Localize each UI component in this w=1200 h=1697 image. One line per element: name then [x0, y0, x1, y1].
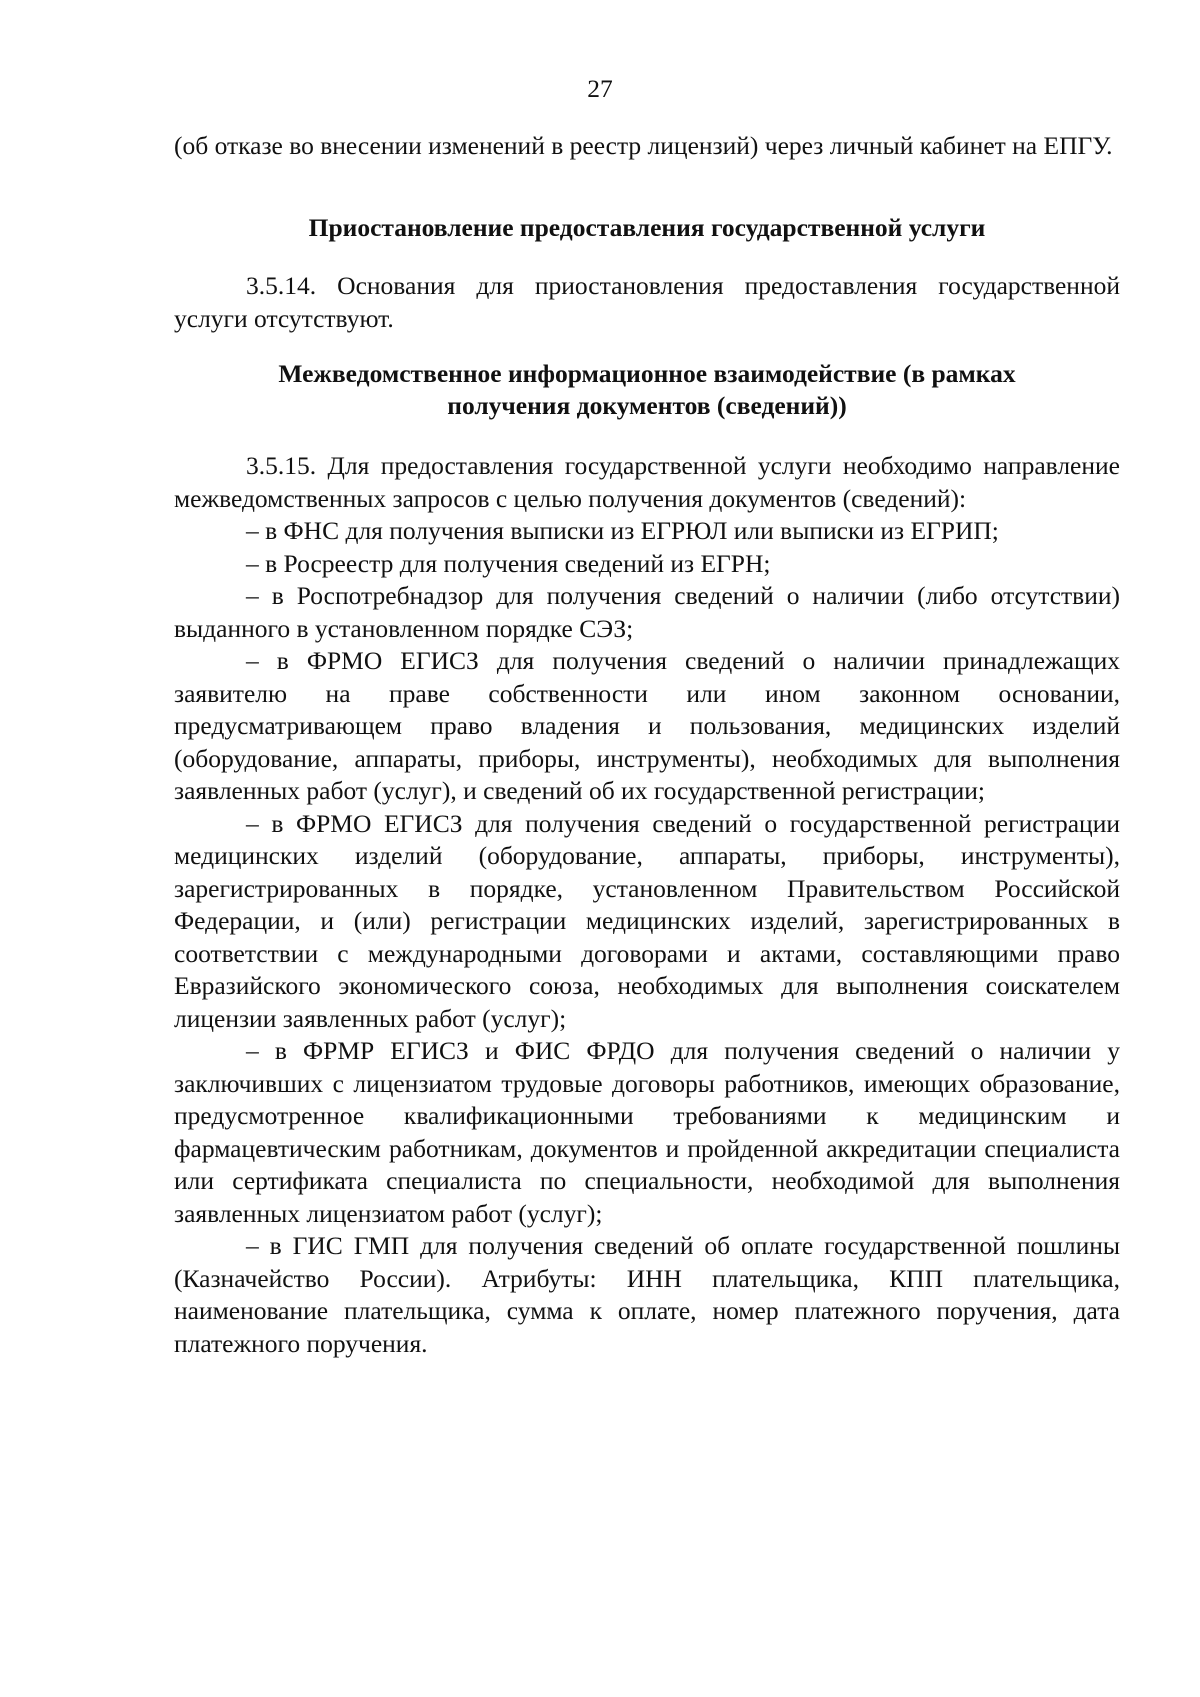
interagency-heading-line-1: Межведомственное информационное взаимодействие (в рамках [278, 359, 1016, 388]
page-number: 27 [587, 74, 613, 103]
intro-paragraph: (об отказе во внесении изменений в реестр лицензий) через личный кабинет на ЕПГУ. [174, 131, 1113, 160]
list-item: – в Роспотребнадзор для получения сведений о наличии (либо отсутствии) выданного в установленном порядке СЭЗ; [174, 581, 1120, 643]
suspension-heading: Приостановление предоставления государственной услуги [308, 213, 986, 242]
list-item: – в ФНС для получения выписки из ЕГРЮЛ или выписки из ЕГРИП; [246, 516, 999, 545]
list-item: – в ГИС ГМП для получения сведений об оплате государственной пошлины (Казначейство России). Атрибуты: ИНН плательщика, КПП плательщика, наименование плательщика, сумма к оплате, номер платежного поручения, дата платежного поручения. [174, 1231, 1120, 1358]
list-item: – в ФРМО ЕГИСЗ для получения сведений о наличии принадлежащих заявителю на праве собственности или ином законном основании, предусматривающем право владения и пользования, медицинских изделий (оборудование, аппараты, приборы, инструменты), необходимых для выполнения заявленных работ (услуг), и сведений об их государственной регистрации; [174, 646, 1120, 805]
list-item: – в ФРМО ЕГИСЗ для получения сведений о государственной регистрации медицинских изделий (оборудование, аппараты, приборы, инструменты), зарегистрированных в порядке, установленном Правительством Российской Федерации, и (или) регистрации медицинских изделий, зарегистрированных в соответствии с международными договорами и актами, составляющими право Евразийского экономического союза, необходимых для выполнения соискателем лицензии заявленных работ (услуг); [174, 808, 1120, 1033]
interagency-heading-line-2: получения документов (сведений)) [447, 391, 847, 420]
interagency-paragraph: 3.5.15. Для предоставления государственной услуги необходимо направление межведомственных запросов с целью получения документов (сведений): [174, 451, 1120, 513]
suspension-paragraph: 3.5.14. Основания для приостановления предоставления государственной услуги отсутствуют. [174, 271, 1120, 333]
interagency-body [174, 450, 1120, 1360]
list-item: – в ФРМР ЕГИСЗ и ФИС ФРДО для получения сведений о наличии у заключивших с лицензиатом трудовые договоры работников, имеющих образование, предусмотренное квалификационными требованиями к медицинским и фармацевтическим работникам, документов и пройденной аккредитации специалиста или сертификата специалиста по специальности, необходимой для выполнения заявленных лицензиатом работ (услуг); [174, 1036, 1120, 1228]
list-item: – в Росреестр для получения сведений из ЕГРН; [246, 548, 771, 578]
interagency-heading [174, 358, 1120, 422]
